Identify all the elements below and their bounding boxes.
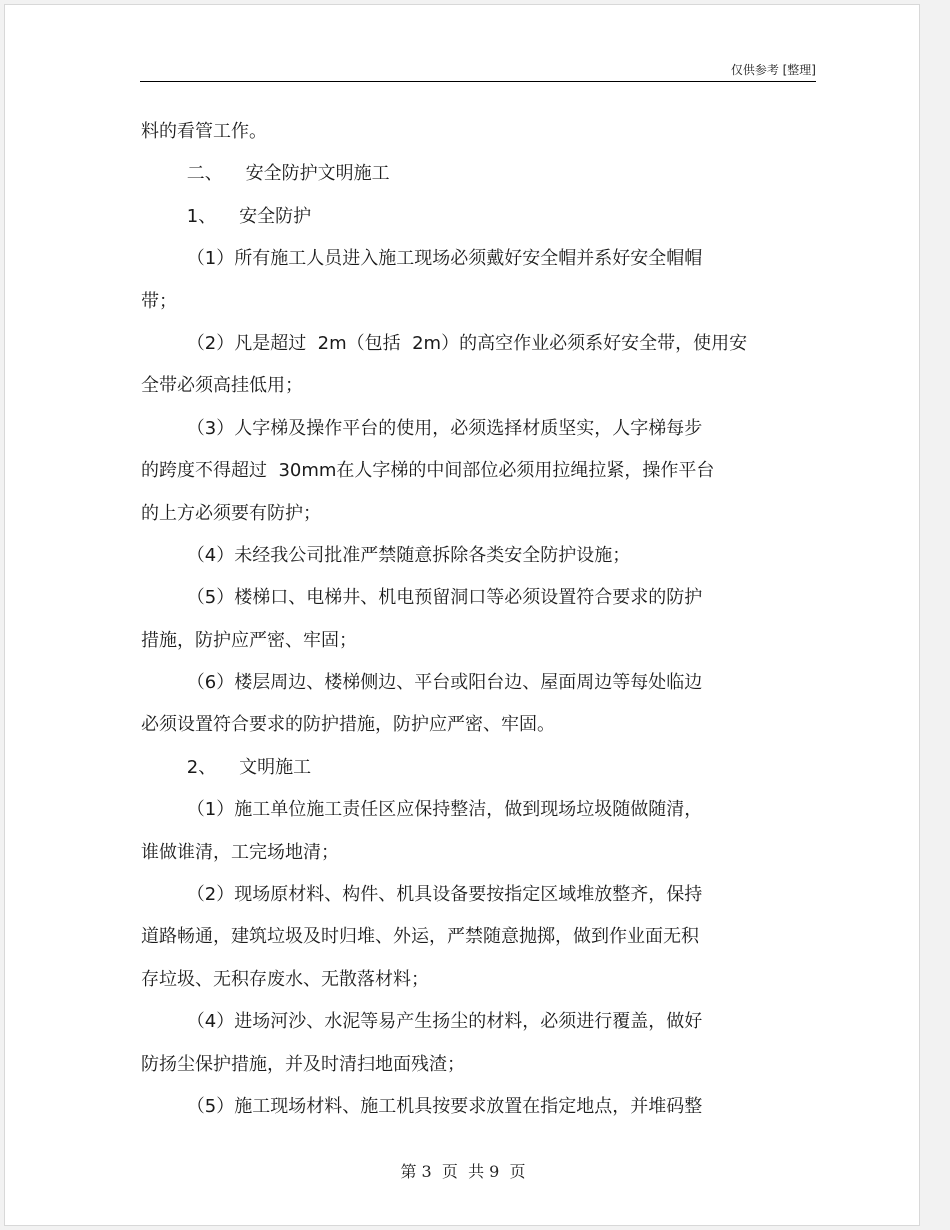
paragraph-line: 的上方必须要有防护； <box>141 502 321 524</box>
paragraph-line: 带； <box>141 290 177 312</box>
paragraph-line: （3）人字梯及操作平台的使用，必须选择材质坚实，人字梯每步 <box>141 417 703 439</box>
paragraph-line: 2、 文明施工 <box>141 756 312 778</box>
paragraph-line: （2）现场原材料、构件、机具设备要按指定区域堆放整齐，保持 <box>141 884 703 906</box>
paragraph-line: 料的看管工作。 <box>141 121 267 142</box>
paragraph-line: 1、 安全防护 <box>141 205 312 227</box>
paragraph-line: 必须设置符合要求的防护措施，防护应严密、牢固。 <box>141 714 555 736</box>
paragraph-line: （1）施工单位施工责任区应保持整洁，做到现场垃圾随做随清， <box>141 799 703 821</box>
paragraph-line: （5）施工现场材料、施工机具按要求放置在指定地点，并堆码整 <box>141 1095 703 1117</box>
paragraph-line: 全带必须高挂低用； <box>141 375 303 397</box>
paragraph-line: 谁做谁清，工完场地清； <box>141 841 339 863</box>
paragraph-line: 防扬尘保护措施，并及时清扫地面残渣； <box>141 1053 465 1075</box>
paragraph-line: （4）进场河沙、水泥等易产生扬尘的材料，必须进行覆盖，做好 <box>141 1011 703 1033</box>
paragraph-line: 措施，防护应严密、牢固； <box>141 629 357 651</box>
paragraph-line: 二、 安全防护文明施工 <box>141 163 390 185</box>
document-page <box>4 4 920 1226</box>
paragraph-line: （4）未经我公司批准严禁随意拆除各类安全防护设施； <box>141 544 631 566</box>
paragraph-line: （2）凡是超过 2m（包括 2m）的高空作业必须系好安全带，使用安 <box>141 332 748 354</box>
paragraph-line: （1）所有施工人员进入施工现场必须戴好安全帽并系好安全帽帽 <box>141 248 703 270</box>
paragraph-line: 存垃圾、无积存废水、无散落材料； <box>141 968 429 990</box>
paragraph-line: 道路畅通，建筑垃圾及时归堆、外运，严禁随意抛掷，做到作业面无积 <box>141 926 699 948</box>
document-body <box>141 111 801 1128</box>
paragraph-line: （5）楼梯口、电梯井、机电预留洞口等必须设置符合要求的防护 <box>141 587 703 609</box>
paragraph-line: （6）楼层周边、楼梯侧边、平台或阳台边、屋面周边等每处临边 <box>141 672 703 694</box>
page-header: 仅供参考 [整理] <box>140 61 816 82</box>
page-footer: 第 3 页 共 9 页 <box>400 1162 526 1181</box>
paragraph-line: 的跨度不得超过 30mm在人字梯的中间部位必须用拉绳拉紧，操作平台 <box>141 460 715 482</box>
